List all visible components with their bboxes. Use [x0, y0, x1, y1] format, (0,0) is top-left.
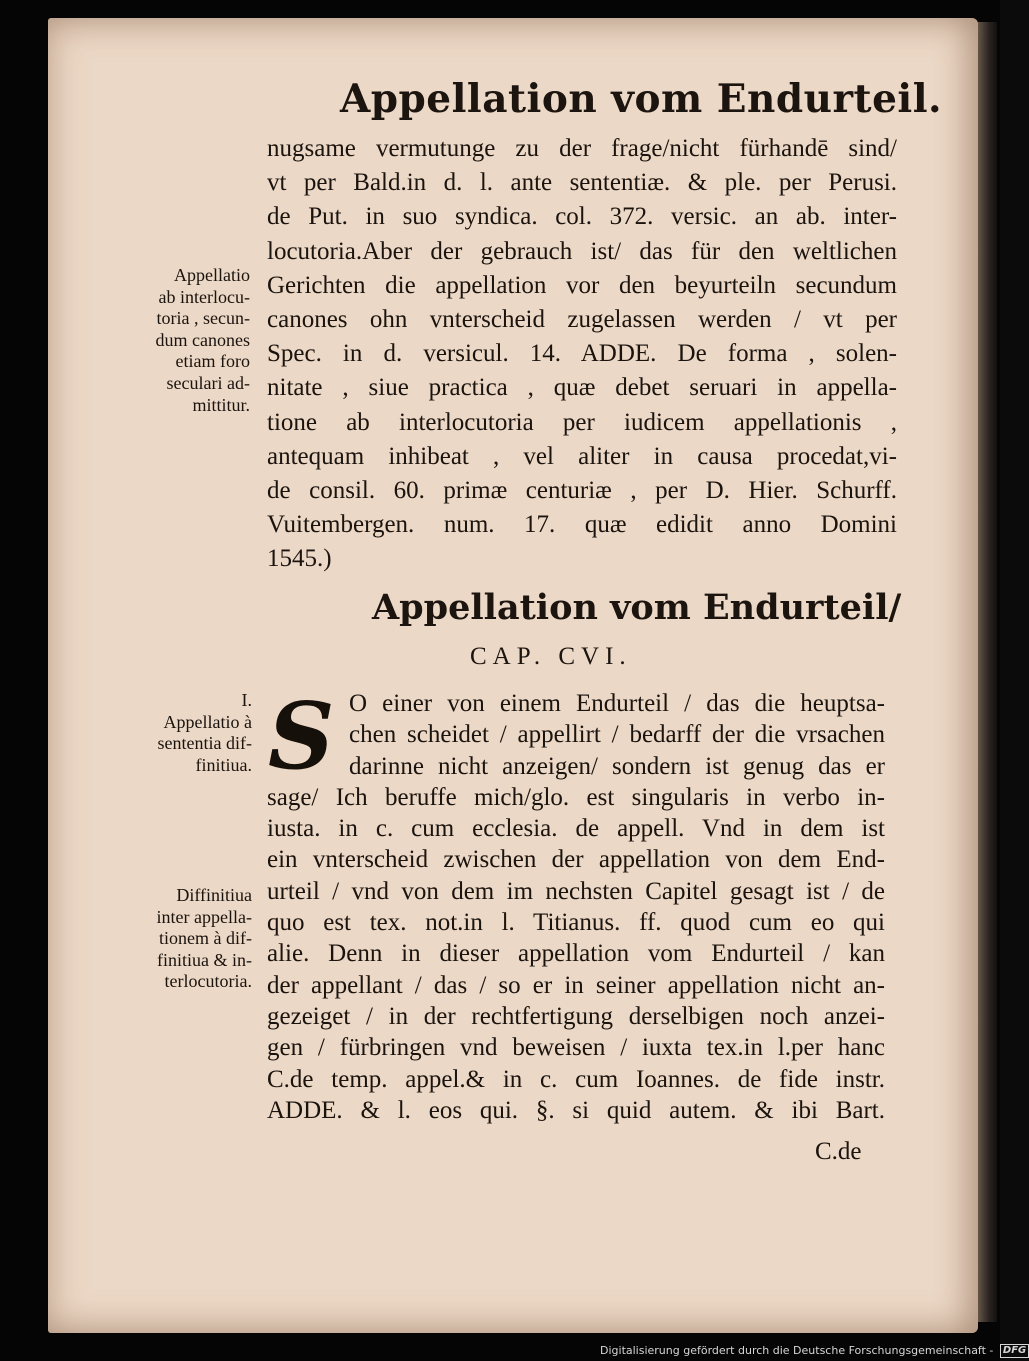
- margin-note-line: finitiua & in-: [157, 949, 252, 970]
- margin-note-line: Appellatio à: [163, 711, 252, 732]
- text-line: urteil / vnd von dem im nechsten Capitel gesagt ist / de: [267, 877, 885, 905]
- margin-note-line: tionem à dif-: [159, 928, 252, 949]
- margin-note-line: terlocutoria.: [164, 971, 252, 992]
- margin-note-line: etiam foro: [175, 351, 250, 372]
- dfg-logo[interactable]: DFG: [1000, 1344, 1029, 1358]
- catchword: C.de: [815, 1138, 862, 1165]
- margin-note-line: I.: [241, 690, 252, 710]
- text-line: darinne nicht anzeigen/ sondern ist genug das er: [349, 752, 885, 780]
- text-line: chen scheidet / appellirt / bedarff der die vrsachen: [349, 721, 885, 749]
- margin-note-line: Appellatio: [174, 265, 250, 285]
- page-edge: [977, 22, 997, 1322]
- text-line: canones ohn vnterscheid zugelassen werden / vt per: [267, 306, 897, 334]
- running-head: Appellation vom Endurteil.: [340, 76, 943, 122]
- chapter-title: Appellation vom Endurteil/: [372, 587, 902, 628]
- text-line: tione ab interlocutoria per iudicem appellationis ,: [267, 408, 897, 436]
- text-line: der appellant / das / so er in seiner appellation nicht an-: [267, 971, 885, 999]
- margin-note-line: finitiua.: [195, 754, 252, 775]
- text-line: O einer von einem Endurteil / das die heuptsa-: [349, 690, 885, 717]
- text-line: locutoria.Aber der gebrauch ist/ das für den weltlichen: [267, 237, 897, 265]
- text-line: gen / fürbringen vnd beweisen / iuxta tex.in l.per hanc: [267, 1034, 885, 1062]
- text-line: de Put. in suo syndica. col. 372. versic. an ab. inter-: [267, 203, 897, 231]
- margin-note-line: dum canones: [155, 329, 250, 350]
- text-line: alie. Denn in dieser appellation vom Endurteil / kan: [267, 940, 885, 968]
- text-line: sage/ Ich beruffe mich/glo. est singularis in verbo in-: [267, 783, 885, 811]
- text-line: antequam inhibeat , vel aliter in causa procedat,vi-: [267, 442, 897, 470]
- margin-note-line: Diffinitiua: [176, 885, 252, 905]
- section1-text: [267, 132, 897, 577]
- margin-note-line: seculari ad-: [166, 372, 250, 393]
- funding-footer: [600, 1342, 1027, 1360]
- text-line: 1545.): [267, 545, 332, 573]
- margin-note-line: ab interlocu-: [158, 286, 250, 307]
- margin-note-line: inter appella-: [156, 906, 252, 927]
- text-line: de consil. 60. primæ centuriæ , per D. Hier. Schurff.: [267, 477, 897, 505]
- footer-text: Digitalisierung gefördert durch die Deutsche Forschungsgemeinschaft -: [600, 1344, 994, 1357]
- text-line: nitate , siue practica , quæ debet seruari in appella-: [267, 374, 897, 402]
- text-line: ein vnterscheid zwischen der appellation von dem End-: [267, 846, 885, 874]
- text-line: Gerichten die appellation vor den beyurteiln secundum: [267, 271, 897, 299]
- margin-note-line: sententia dif-: [157, 733, 252, 754]
- text-line: iusta. in c. cum ecclesia. de appell. Vnd in dem ist: [267, 815, 885, 843]
- drop-cap: S: [268, 682, 335, 790]
- margin-note-line: toria , secun-: [156, 308, 250, 329]
- section2-text: [267, 682, 885, 1126]
- margin-note-line: mittitur.: [192, 394, 250, 415]
- text-line: quo est tex. not.in l. Titianus. ff. quod cum eo qui: [267, 909, 885, 937]
- text-line: nugsame vermutunge zu der frage/nicht fürhandē sind/: [267, 135, 897, 162]
- text-line: C.de temp. appel.& in c. cum Ioannes. de fide instr.: [267, 1065, 885, 1093]
- text-line: Spec. in d. versicul. 14. ADDE. De forma , solen-: [267, 340, 897, 368]
- text-line: ADDE. & l. eos qui. §. si quid autem. & ibi Bart.: [267, 1096, 885, 1124]
- margin-note-diffinitiua: [120, 690, 252, 776]
- margin-note-inter-appellationem: [120, 885, 252, 993]
- margin-note-interlocutoria: [110, 265, 250, 416]
- chapter-number: CAP. CVI.: [470, 643, 632, 670]
- text-line: gezeiget / in der rechtfertigung derselbigen noch anzei-: [267, 1002, 885, 1030]
- text-line: vt per Bald.in d. l. ante sententiæ. & ple. per Perusi.: [267, 169, 897, 197]
- text-line: Vuitembergen. num. 17. quæ edidit anno Domini: [267, 511, 897, 539]
